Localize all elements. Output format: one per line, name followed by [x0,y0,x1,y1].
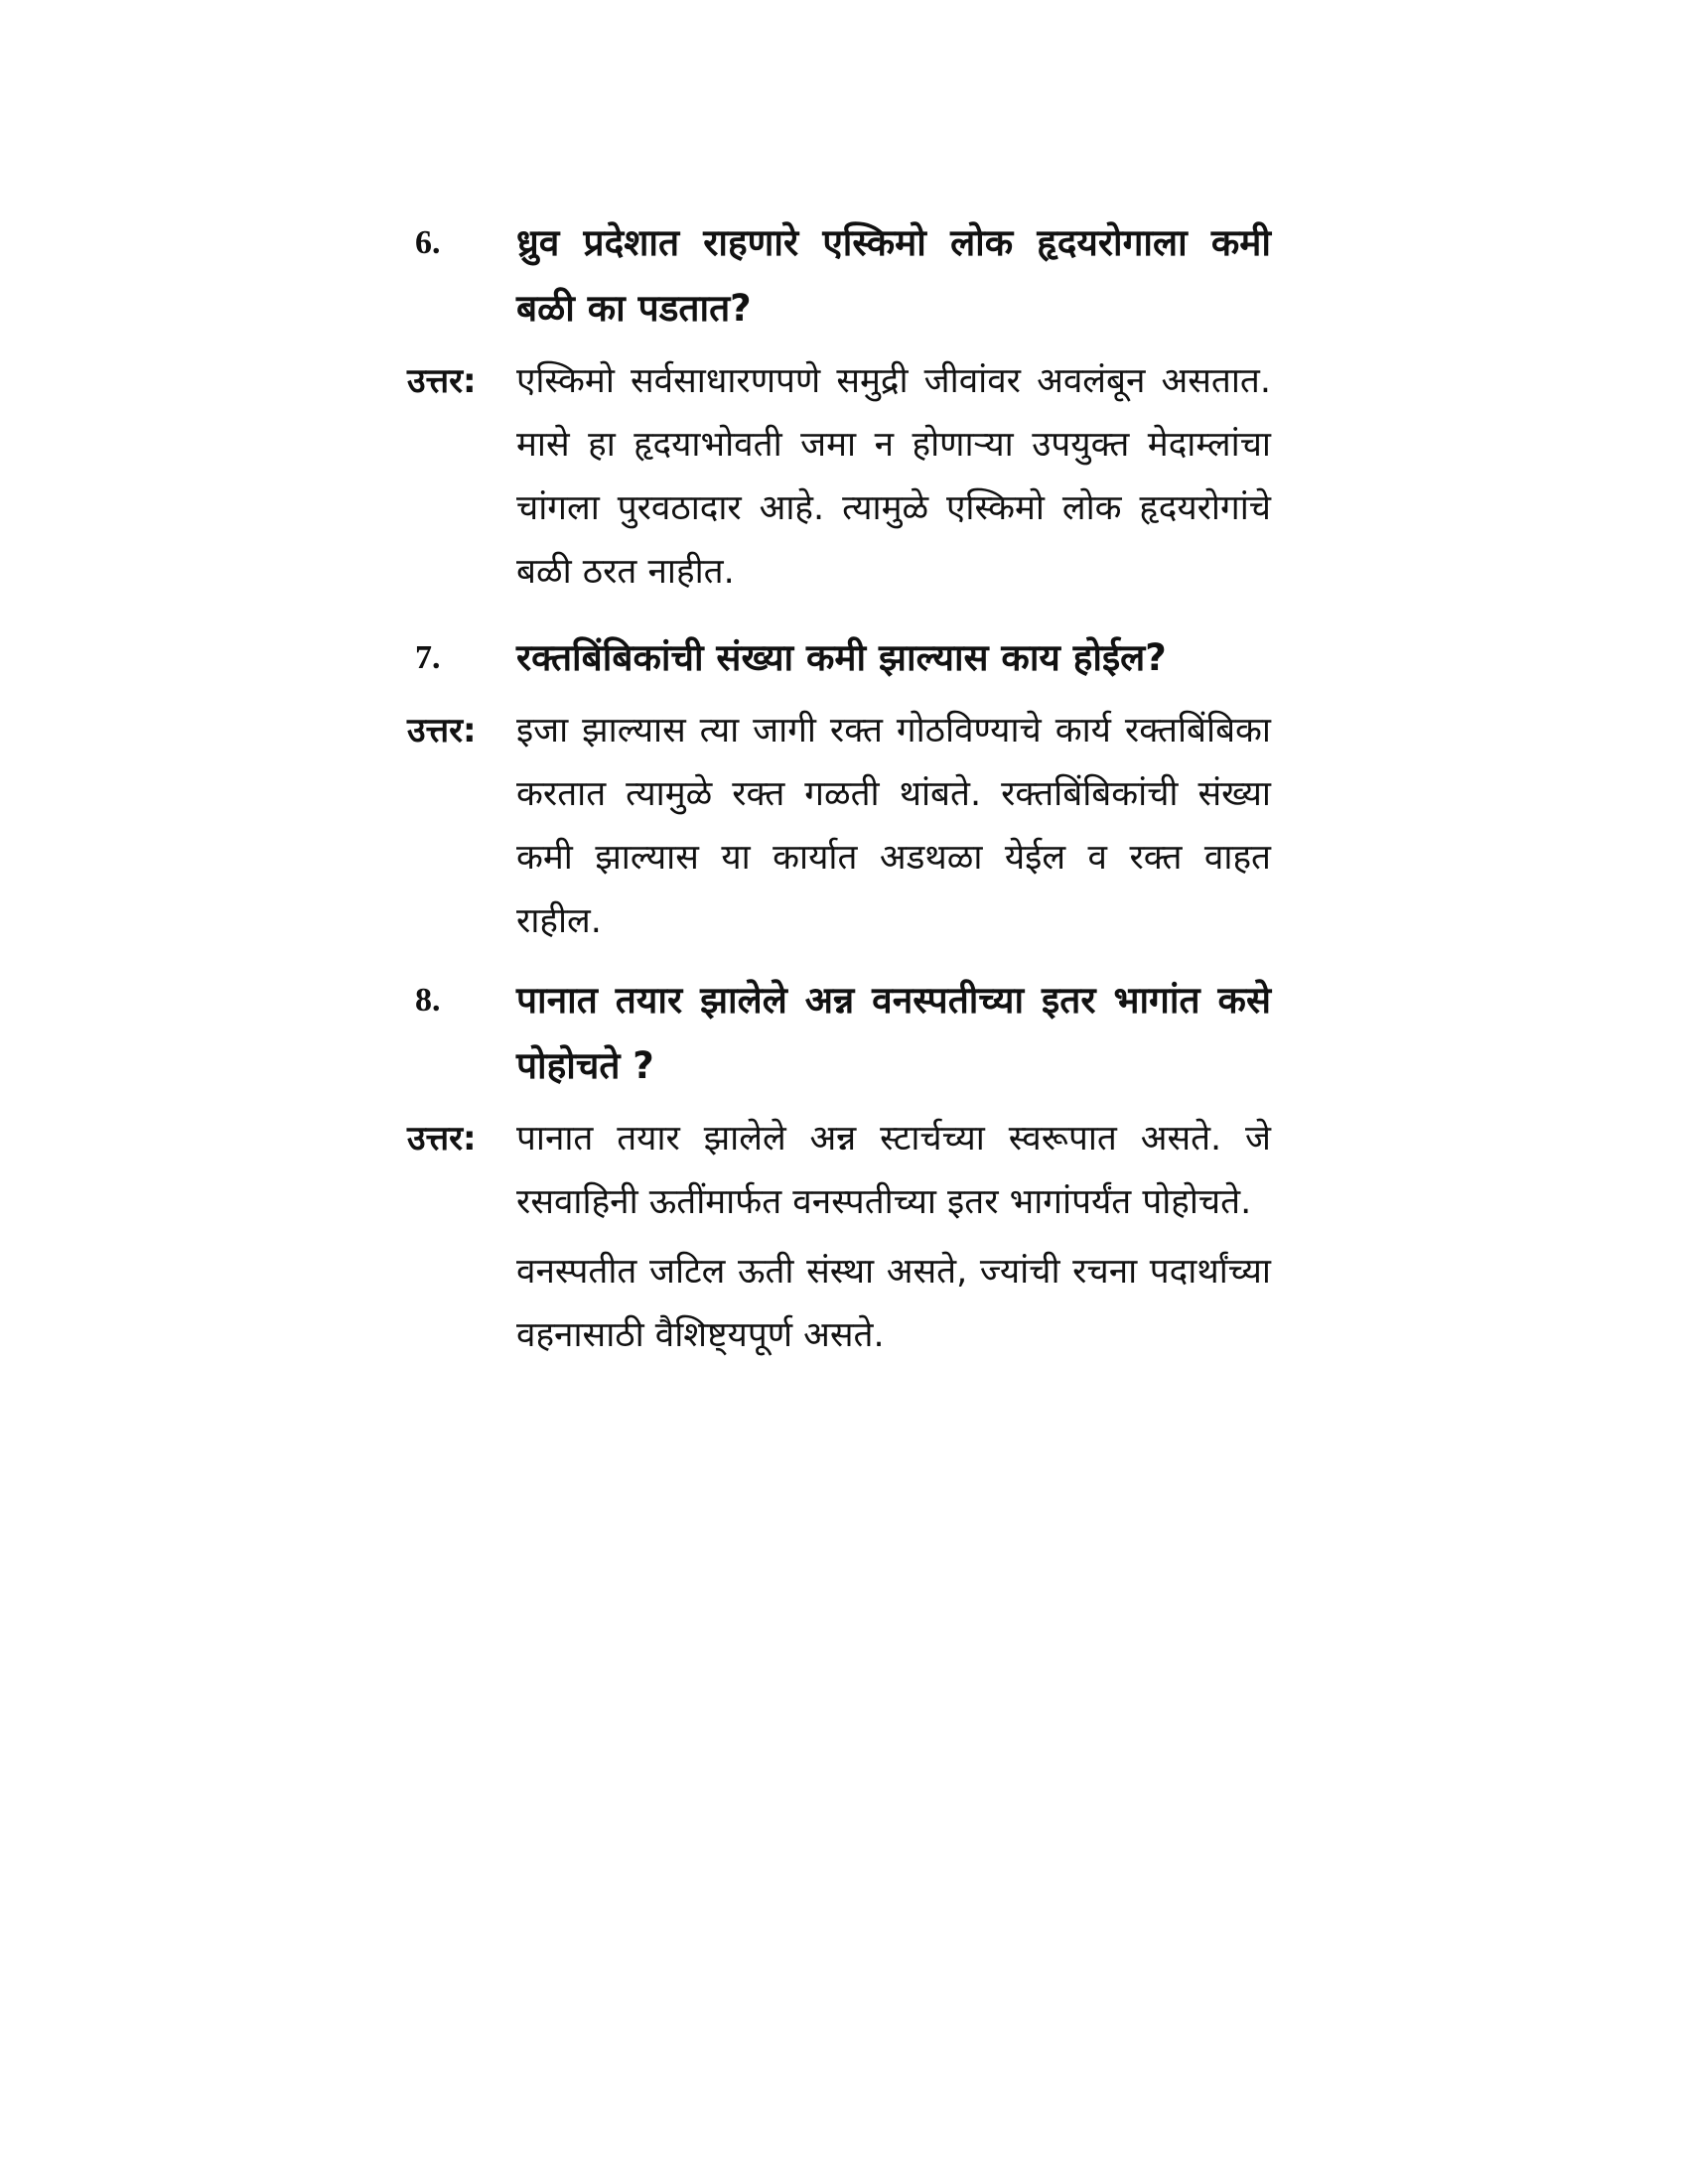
answer-label: उत्तर: [407,711,477,751]
qa-block-8 [407,968,1271,1367]
answer-body [516,1107,1271,1367]
answer-row [407,699,1271,953]
question-text: रक्तबिंबिकांची संख्या कमी झाल्यास काय होईल? [516,636,1167,679]
answer-paragraph: वनस्पतीत जटिल ऊती संस्था असते, ज्यांची रचना पदार्थांच्या वहनासाठी वैशिष्ट्यपूर्ण असते. [516,1252,1271,1355]
question-row [407,625,1271,691]
question-text: पानात तयार झालेले अन्न वनस्पतीच्या इतर भागांत कसे पोहोचते ? [516,979,1271,1087]
answer-label: उत्तर: [407,361,477,401]
answer-paragraph: इजा झाल्यास त्या जागी रक्त गोठविण्याचे कार्य रक्तबिंबिका करतात त्यामुळे रक्त गळती थांबते. रक्तबिंबिकांची संख्या कमी झाल्यास या कार्यात अडथळा येईल व रक्त वाहत राहील. [516,711,1271,941]
question-text: ध्रुव प्रदेशात राहणारे एस्किमो लोक हृदयरोगाला कमी बळी का पडतात? [516,221,1271,330]
question-row [407,210,1271,341]
answer-paragraph: पानात तयार झालेले अन्न स्टार्चच्या स्वरूपात असते. जे रसवाहिनी ऊतींमार्फत वनस्पतीच्या इतर भागांपर्यंत पोहोचते. [516,1119,1271,1222]
answer-body [516,349,1271,604]
answer-body [516,699,1271,953]
question-number: 7. [415,639,441,676]
answer-paragraph: एस्किमो सर्वसाधारणपणे समुद्री जीवांवर अवलंबून असतात. मासे हा हृदयाभोवती जमा न होणाऱ्या उपयुक्त मेदाम्लांचा चांगला पुरवठादार आहे. त्यामुळे एस्किमो लोक हृदयरोगांचे बळी ठरत नाहीत. [516,361,1271,592]
question-number: 8. [415,982,441,1019]
qa-block-7 [407,625,1271,953]
answer-row [407,1107,1271,1367]
answer-row [407,349,1271,604]
qa-block-6 [407,210,1271,604]
question-number: 6. [415,224,441,261]
question-row [407,968,1271,1099]
answer-label: उत्तर: [407,1119,477,1159]
